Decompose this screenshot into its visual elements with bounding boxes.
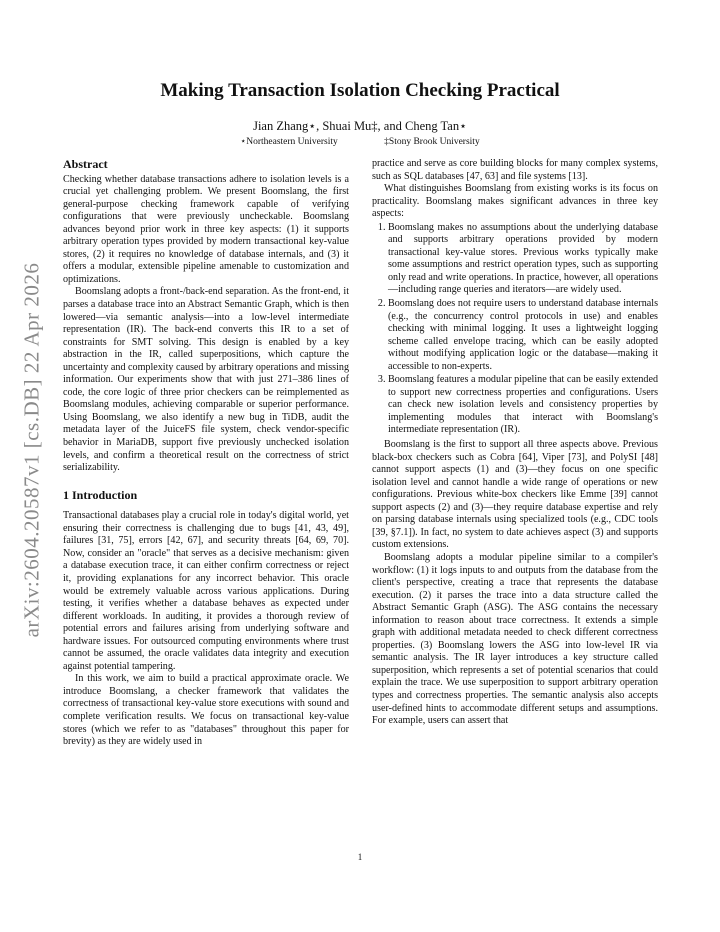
abstract-heading: Abstract [63, 157, 108, 171]
abstract-paragraph: Checking whether database transactions adhere to isolation levels is a crucial yet challenging problem. We present Boomslang, the first general-purpose checking framework capable of verifying configurations that were previously uncheckable. Boomslang advances beyond prior work in three key aspects: (1) it supports arbitrary operation types provided by modern transactional key-value stores, (2) it requires no knowledge of database internals, and (3) it offers a modular, extensible pipeline amenable to customization and optimizations. [63, 173, 349, 285]
list-item: 2. Boomslang does not require users to understand database internals (e.g., the concurrency control protocols in use) and enables checking with minimal logging. It uses a lightweight logging scheme called envelope tracing, which can be easily adopted without modifying application logic or the database—making it accessible to non-experts. [388, 298, 658, 373]
affiliation-stony-brook: ‡Stony Brook University [384, 137, 480, 147]
body-paragraph: Boomslang is the first to support all three aspects above. Previous black-box checkers such as Cobra [64], Viper [73], and PolySI [48] cannot support aspects (1) and (3)—they focus on one specific isolation level and cannot handle a wide range of operations or new configurations. Previous white-box checkers like Emme [39] cannot support aspects (2) and (3)—they require database expertise and rely on parsing database internals using specialized tools (e.g., CDC tools [39, §7.1]). In fact, no system to date achieves aspect (3) and supports custom extensions. [372, 439, 658, 551]
arxiv-sidebar [12, 200, 52, 700]
list-item: 3. Boomslang features a modular pipeline that can be easily extended to support new correctness properties and configurations. Users can check new isolation levels and consistency properties by implementing modules that interact with Boomslang's intermediate representation (IR). [388, 374, 658, 437]
list-item: 1. Boomslang makes no assumptions about the underlying database and supports arbitrary operations provided by modern transactional key-value stores. Previous works typically make some assumptions and restrict operation types, such as supporting only read and write operations. In practice, however, all operations—including range queries and iterators—are widely used. [388, 222, 658, 297]
abstract-paragraph: Boomslang adopts a front-/back-end separation. As the front-end, it parses a database trace into an Abstract Semantic Graph, which is then lowered—via semantic analysis—into a low-level intermediate representation (IR). The back-end converts this IR to a set of constraints for SMT solving. This design is enabled by a key abstraction in the IR, called superpositions, which capture the uncertainty and complexity caused by arbitrary operations and missing information. Our experiments show that with just 271–386 lines of code, the core logic of three prior checkers can be reimplemented as Boomslang modules, achieving comparable or superior performance. Using Boomslang, we also identify a new bug in TiDB, audit the metadata layer of the JuiceFS file system, check vendor-specific behavior in MariaDB, support five previously unchecked isolation levels, and confirm a theoretical result on the correctness of strict serializability. [63, 286, 349, 474]
page-number: 1 [357, 852, 363, 862]
body-paragraph: practice and serve as core building blocks for many complex systems, such as SQL databases [47, 63] and file systems [13]. [372, 158, 658, 182]
author-list: Jian Zhang⋆, Shuai Mu‡, and Cheng Tan⋆ [253, 119, 467, 133]
arxiv-identifier: arXiv:2604.20587v1 [cs.DB] 22 Apr 2026 [19, 262, 44, 638]
paper-title: Making Transaction Isolation Checking Practical [160, 80, 560, 101]
body-paragraph: Boomslang adopts a modular pipeline similar to a compiler's workflow: (1) it logs inputs to and outputs from the database from the client's perspective, creating a trace that represents the database execution. (2) it parses the trace into a data structure called the Abstract Semantic Graph (ASG). The ASG contains the necessary information to reason about trace correctness. It extends a simple graph with additional metadata needed to check different correctness properties. (3) Boomslang lowers the ASG into low-level IR via semantic analysis. The IR layer introduces a key structure called superposition, which represents a set of potential scenarios that could explain the trace. We use superposition to support arbitrary operation types and correctness properties. The semantic analysis also accepts user-defined hints to accommodate different setups and assumptions. For example, users can assert that [372, 551, 658, 727]
right-column [372, 158, 658, 728]
left-column [63, 158, 349, 749]
affiliation-northeastern: ⋆Northeastern University [240, 137, 338, 147]
aspects-list [372, 222, 658, 437]
section-heading-introduction: 1 Introduction [63, 487, 138, 502]
intro-paragraph: In this work, we aim to build a practical approximate oracle. We introduce Boomslang, a checker framework that validates the correctness of transactional key-value store executions with sound and complete verification results. We focus on transactional key-value stores (which we refer to as "databases" throughout this paper for brevity) as they are widely used in [63, 673, 349, 748]
affiliations [0, 136, 720, 147]
intro-paragraph: Transactional databases play a crucial role in today's digital world, yet ensuring their correctness is challenging due to bugs [41, 43, 49], failures [31, 75], errors [42, 67], and security threats [64, 69, 70]. Now, consider an "oracle" that serves as a decisive mechanism: given a database execution trace, it can either confirm correctness or reject it, providing explanations for any incorrect behavior. This oracle would be extremely valuable across various applications. During testing, it verifies whether a database behaves as expected under different workloads. In auditing, it provides a thorough review of potential errors and failures arising from underlying software and hardware issues. For outsourced computing environments where trust cannot be assumed, the oracle validates data integrity and execution against potential tampering. [63, 510, 349, 672]
body-paragraph: What distinguishes Boomslang from existing works is its focus on practicality. Boomslang makes significant advances in three key aspects: [372, 183, 658, 220]
